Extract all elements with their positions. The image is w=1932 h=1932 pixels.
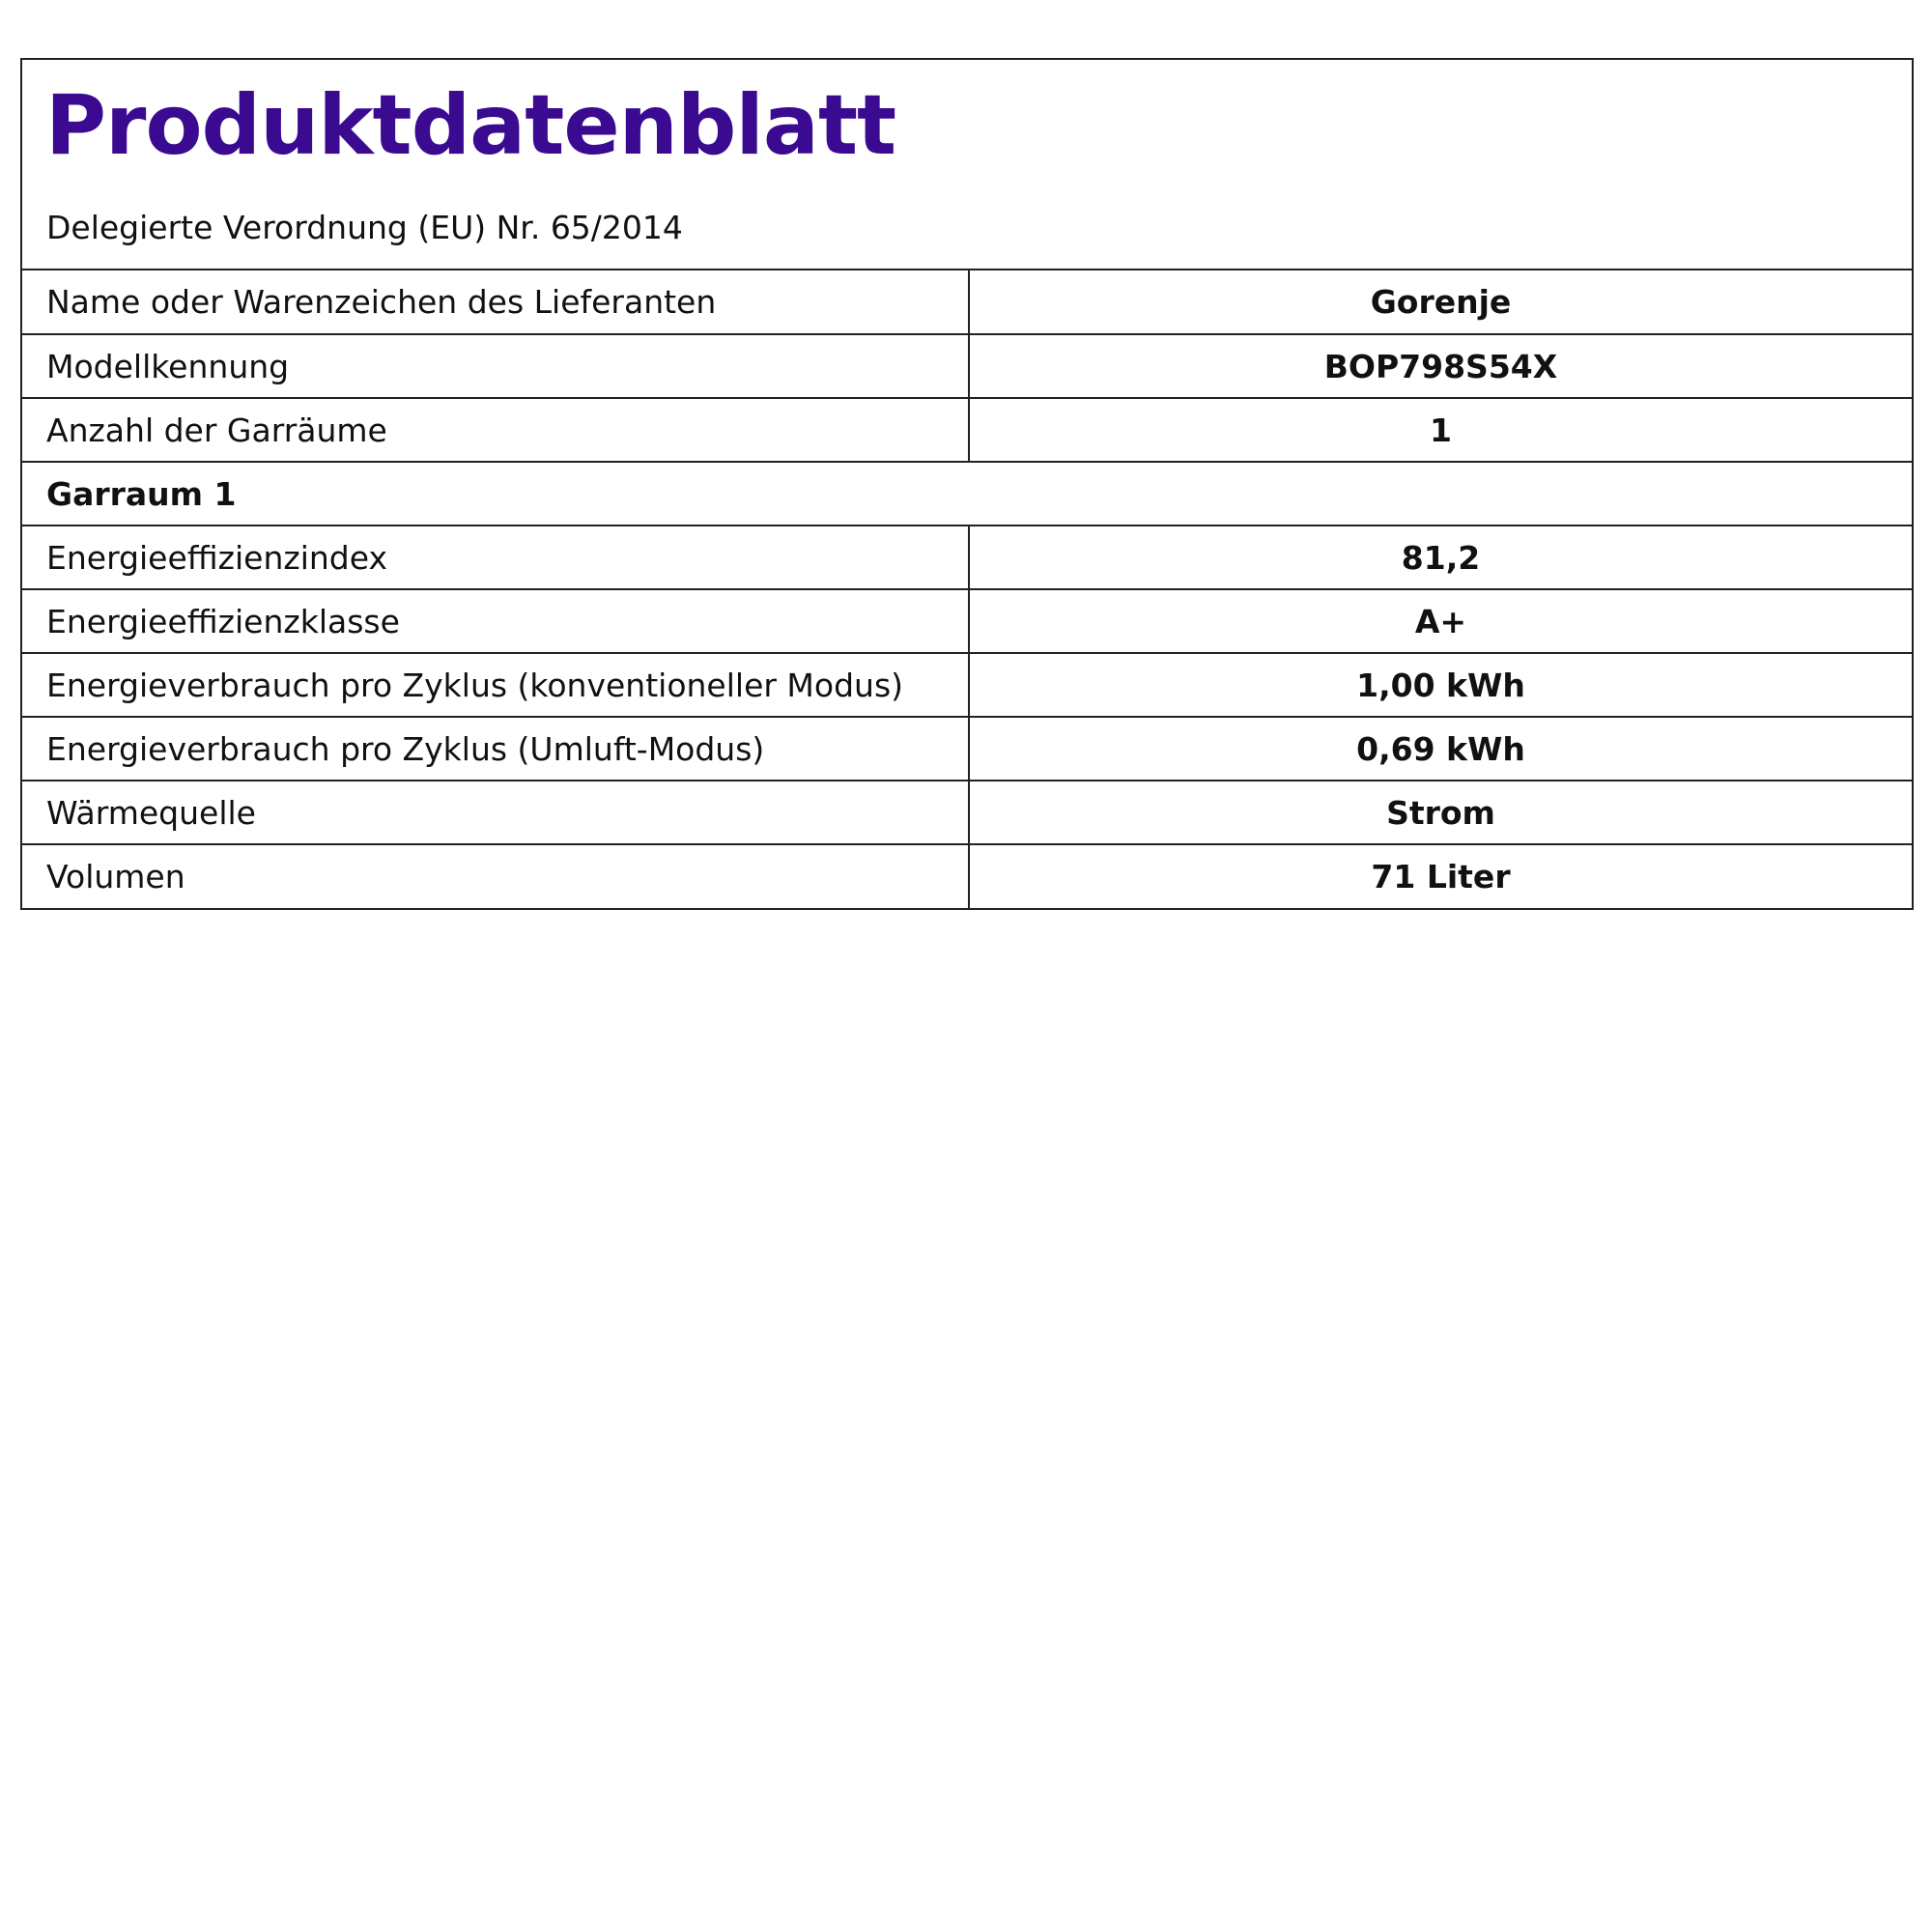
row-value-volume: 71 Liter: [969, 844, 1912, 908]
regulation-subtitle: Delegierte Verordnung (EU) Nr. 65/2014: [46, 209, 683, 246]
table-row: [22, 270, 1912, 334]
row-label-energy-convection: Energieverbrauch pro Zyklus (Umluft-Modus): [22, 717, 969, 781]
table-row: [22, 844, 1912, 908]
row-label-efficiency-class: Energieeffizienzklasse: [22, 589, 969, 653]
row-label-volume: Volumen: [22, 844, 969, 908]
table-row: [22, 398, 1912, 462]
row-value-cavity-count: 1: [969, 398, 1912, 462]
row-value-energy-conventional: 1,00 kWh: [969, 653, 1912, 717]
row-value-efficiency-index: 81,2: [969, 526, 1912, 589]
row-value-supplier: Gorenje: [1370, 283, 1512, 321]
table-row: [22, 717, 1912, 781]
section-row: [22, 462, 1912, 526]
row-label-energy-conventional: Energieverbrauch pro Zyklus (konventioneller Modus): [22, 653, 969, 717]
row-value-heat-source: Strom: [969, 781, 1912, 844]
table-row: [22, 589, 1912, 653]
row-value-efficiency-class: A+: [969, 589, 1912, 653]
row-label-cavity-count: Anzahl der Garräume: [22, 398, 969, 462]
row-value-model: BOP798S54X: [969, 334, 1912, 398]
row-label-supplier: Name oder Warenzeichen des Lieferanten: [22, 270, 969, 334]
table-row: [22, 653, 1912, 717]
row-label-efficiency-index: Energieeffizienzindex: [22, 526, 969, 589]
section-heading-cavity-1: Garraum 1: [22, 462, 1912, 526]
product-data-sheet: [20, 58, 1914, 910]
page-title: Produktdatenblatt: [45, 77, 896, 174]
row-label-heat-source: Wärmequelle: [22, 781, 969, 844]
sheet-header: [22, 60, 1912, 270]
table-row: [22, 781, 1912, 844]
row-label-model: Modellkennung: [22, 334, 969, 398]
product-data-table: [22, 270, 1912, 908]
row-value-energy-convection: 0,69 kWh: [969, 717, 1912, 781]
table-row: [22, 334, 1912, 398]
table-row: [22, 526, 1912, 589]
